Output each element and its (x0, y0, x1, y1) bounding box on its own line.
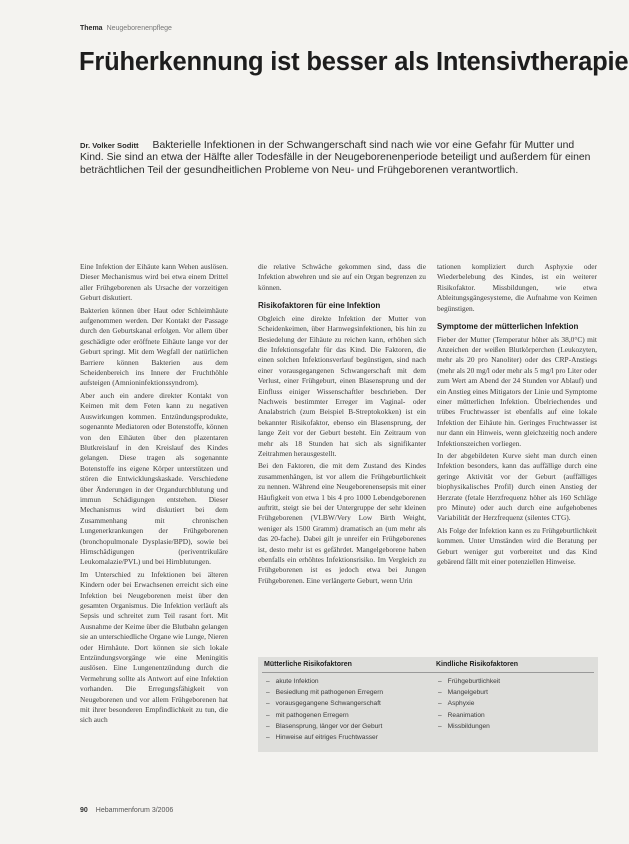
list-item: – Mangelgeburt (438, 687, 588, 698)
lead-text: Bakterielle Infektionen in der Schwangerschaft sind nach wie vor eine Gefahr für Mutter und Kind. Sie sind an etwa der Hälfte aller Todesfälle in der Neugeborenenperiode beteiligt und außerdem für einen beträchtlichen Teil der gesundheitlichen Probleme von Neu- und Frühgeborenen verantwortlich. (80, 140, 591, 176)
list-item: – mit pathogenen Erregern (266, 710, 431, 721)
article-title: Früherkennung ist besser als Intensivtherapie (79, 48, 629, 76)
body-paragraph: In der abgebildeten Kurve sieht man durch einen Infektion besonders, kann das auffällige durch eine geringe Aktivität vor der Geburt (auffälliges biophysikalisches Profil) durch einen Anstieg der Herzrate (fetale Herzfrequenz höher als 160 Schläge pro Minute) oder auch durch eine aufgehobenes Variabilität der Herzfrequenz (silentes CTG). (437, 451, 597, 523)
child-risk-list (438, 676, 588, 732)
risk-factors-box (258, 657, 598, 752)
body-paragraph: Fieber der Mutter (Temperatur höher als 38,0°C) mit Anzeichen der weißen Blutkörperchen (Leukozyten, mehr als 20 pro Nanoliter) oder des CRP-Anstiegs (mehr als 20 mg/l oder mehr als 5 mg/l pro Liter oder zum Wert am Abend der 24 Stunden vor Ablauf) und ein Anstieg eines Mitigators der Linie und Symptome einer mütterlichen Infektion. Übelriechendes und trübes Fruchtwasser ist ebenfalls auf eine lokale Infektion der Eihäute hin. Geringes Fruchtwasser ist nur dann ein Hinweis, wenn gleichzeitig noch andere Infektionszeichen vorliegen. (437, 334, 597, 448)
body-paragraph: Aber auch ein andere direkter Kontakt von Keimen mit dem Feten kann zu negativen Auswirkungen kommen. Entzündungsprodukte, sogenannte Mediatoren oder Botenstoffe, können von den Eihäuten über den plazentaren Blutkreislauf in den Kreislauf des Kindes gelangen. Diese tragen als sogenannte Botenstoffe ins eigene Körper unterstützen und stören die Entwicklungskaskade. Verschiedene über Änderungen in der Organdurchblutung und immun Schädigungen entstehen. Dieser Mechanismus wird diskutiert bei dem Zusammenhang mit chronischen Lungenerkrankungen der Frühgeborenen (bronchopulmonale Dysplasie/BPD), sowie bei Hirnschädigungen (periventrikuläre Leukomalazie/PVL) und bei Hirnblutungen. (80, 390, 228, 567)
section-label: Thema (80, 25, 103, 32)
list-item: – Frühgeburtlichkeit (438, 676, 588, 687)
author-name: Dr. Volker Soditt (80, 141, 139, 150)
list-item: – akute Infektion (266, 676, 431, 687)
box-divider (262, 672, 594, 673)
subsection-label: Neugeborenenpflege (106, 25, 172, 32)
text-column-1 (80, 262, 228, 815)
text-column-3 (437, 262, 597, 642)
list-item: – Reanimation (438, 710, 588, 721)
list-item: – Missbildungen (438, 721, 588, 732)
list-item: – Besiedlung mit pathogenen Erregern (266, 687, 431, 698)
body-paragraph: tationen kompliziert durch Asphyxie oder Wiederbelebung des Kindes, ist ein weiterer Risikofaktor. Missbildungen, wie etwa Ableitungsgängesysteme, die Aufnahme von Keimen begünstigen. (437, 262, 597, 313)
body-paragraph: Als Folge der Infektion kann es zu Frühgeburtlichkeit kommen. Unter Umständen wird die Beratung per Geburt weniger gut vorbereitet und das Kind gebärend fällt mit einer potenziellen Hinweise. (437, 525, 597, 567)
journal-name: Hebammenforum (95, 807, 150, 814)
body-paragraph: die relative Schwäche gekommen sind, dass die Infektion abwehren und sie auf ein Organ begrenzen zu können. (258, 262, 426, 292)
list-item: – vorausgegangene Schwangerschaft (266, 698, 431, 709)
body-paragraph: Im Unterschied zu Infektionen bei älteren Kindern oder bei Erwachsenen erreicht sich eine Infektion bei Neugeborenen meist über den gesamten Organismus. Die Infektion verläuft als Sepsis und schreitet zum Teil rasant fort. Mit Ausnahme der Keime über die Blutbahn gelangen sie an unterschiedliche Organe wie Lunge, Nieren oder Hirnhäute. Dort können sie sich lokale Entzündungsvorgänge wie eine Meningitis auslösen. Eine Lungenentzündung durch die Vermehrung sollte als Antwort auf eine Infektion vorhanden. Die Erregungsfähigkeit von Neugeborenen und vor allem Frühgeborenen hat mit ihrer besonderen Empfindlichkeit zu tun, die sich auch (80, 569, 228, 725)
body-paragraph: Bei den Faktoren, die mit dem Zustand des Kindes zusammenhängen, ist vor allem die Frühgeburtlichkeit zu nennen. Während eine Neugeborenensepsis mit einer Häufigkeit von etwa 1 bis 4 pro 1000 Lebendgeborenen auftritt, steigt sie bei der Untergruppe der sehr kleinen Frühgeborenen (VLBW/Very Low Birth Weight, weniger als 1500 Gramm) dramatisch an (um mehr als das 20-fache). Dabei gilt je unreifer ein Frühgeborenes ist, desto mehr ist es gefährdet. Mangelgeborene haben ebenfalls ein erhöhtes Infektionsrisiko. Im Vergleich zu Frühgeborenen ist es jedoch etwa bei Jungen Frühgeborenen. Eine verlängerte Geburt, wenn Urin (258, 461, 426, 585)
body-paragraph: Eine Infektion der Eihäute kann Wehen auslösen. Dieser Mechanismus wird bei etwa einem Drittel aller Frühgeborenen als Ursache der vorzeitigen Geburt diskutiert. (80, 262, 228, 303)
list-item: – Asphyxie (438, 698, 588, 709)
body-paragraph: Obgleich eine direkte Infektion der Mutter von Scheidenkeimen, über Harnwegsinfektionen, bis hin zu Besiedelung der Eihäute zu reichen kann, erhöhen sich die Infektionsgefahr für das Kind. Die Faktoren, die einen solchen Infektionsverlauf begünstigen, sind nach einer vorausgegangenen Schwangerschaft mit dem Verlust, einer Frühgeburt, einen Blasensprung und der Einfluss einiger Wissenschaftler beschrieben. Der Nachweis bestimmter Erreger im Vaginal- oder Analabstrich (zum Beispiel B-Streptokokken) ist ein bekannter Risikofaktor, ebenso ein Blasensprung, der lange Zeit vor der Geburt besteht. Ein Zeitraum von mehr als 18 Stunden hat sich als signifikanter Zeitrahmen herausgestellt. (258, 313, 426, 458)
maternal-risk-heading: Mütterliche Risikofaktoren (264, 661, 352, 668)
child-risk-heading: Kindliche Risikofaktoren (436, 661, 519, 668)
list-item: – Blasensprung, länger vor der Geburt (266, 721, 431, 732)
section-heading-symptoms: Symptome der mütterlichen Infektion (437, 322, 579, 332)
maternal-risk-list (266, 676, 431, 743)
journal-issue: 3/2006 (151, 807, 174, 814)
section-header (80, 25, 172, 32)
section-heading-risk-factors: Risikofaktoren für eine Infektion (258, 301, 381, 311)
lead-paragraph (80, 140, 600, 177)
list-item: – Hinweise auf eitriges Fruchtwasser (266, 732, 431, 743)
text-column-2 (258, 262, 426, 642)
body-paragraph: Bakterien können über Haut oder Schleimhäute aufgenommen werden. Der Kontakt der Passage durch den Geburtskanal erfolgen. Vor allem über geschädigte oder eröffnete Eihäute lange vor der Geburt springt. Mit dem Wegfall der natürlichen Barriere können Bakterien aus dem Scheidenbereich ins Innere der Fruchthöhle aufsteigen (Amnioninfektionssyndrom). (80, 305, 228, 388)
page-number: 90 (80, 807, 88, 814)
page-footer (80, 807, 173, 814)
